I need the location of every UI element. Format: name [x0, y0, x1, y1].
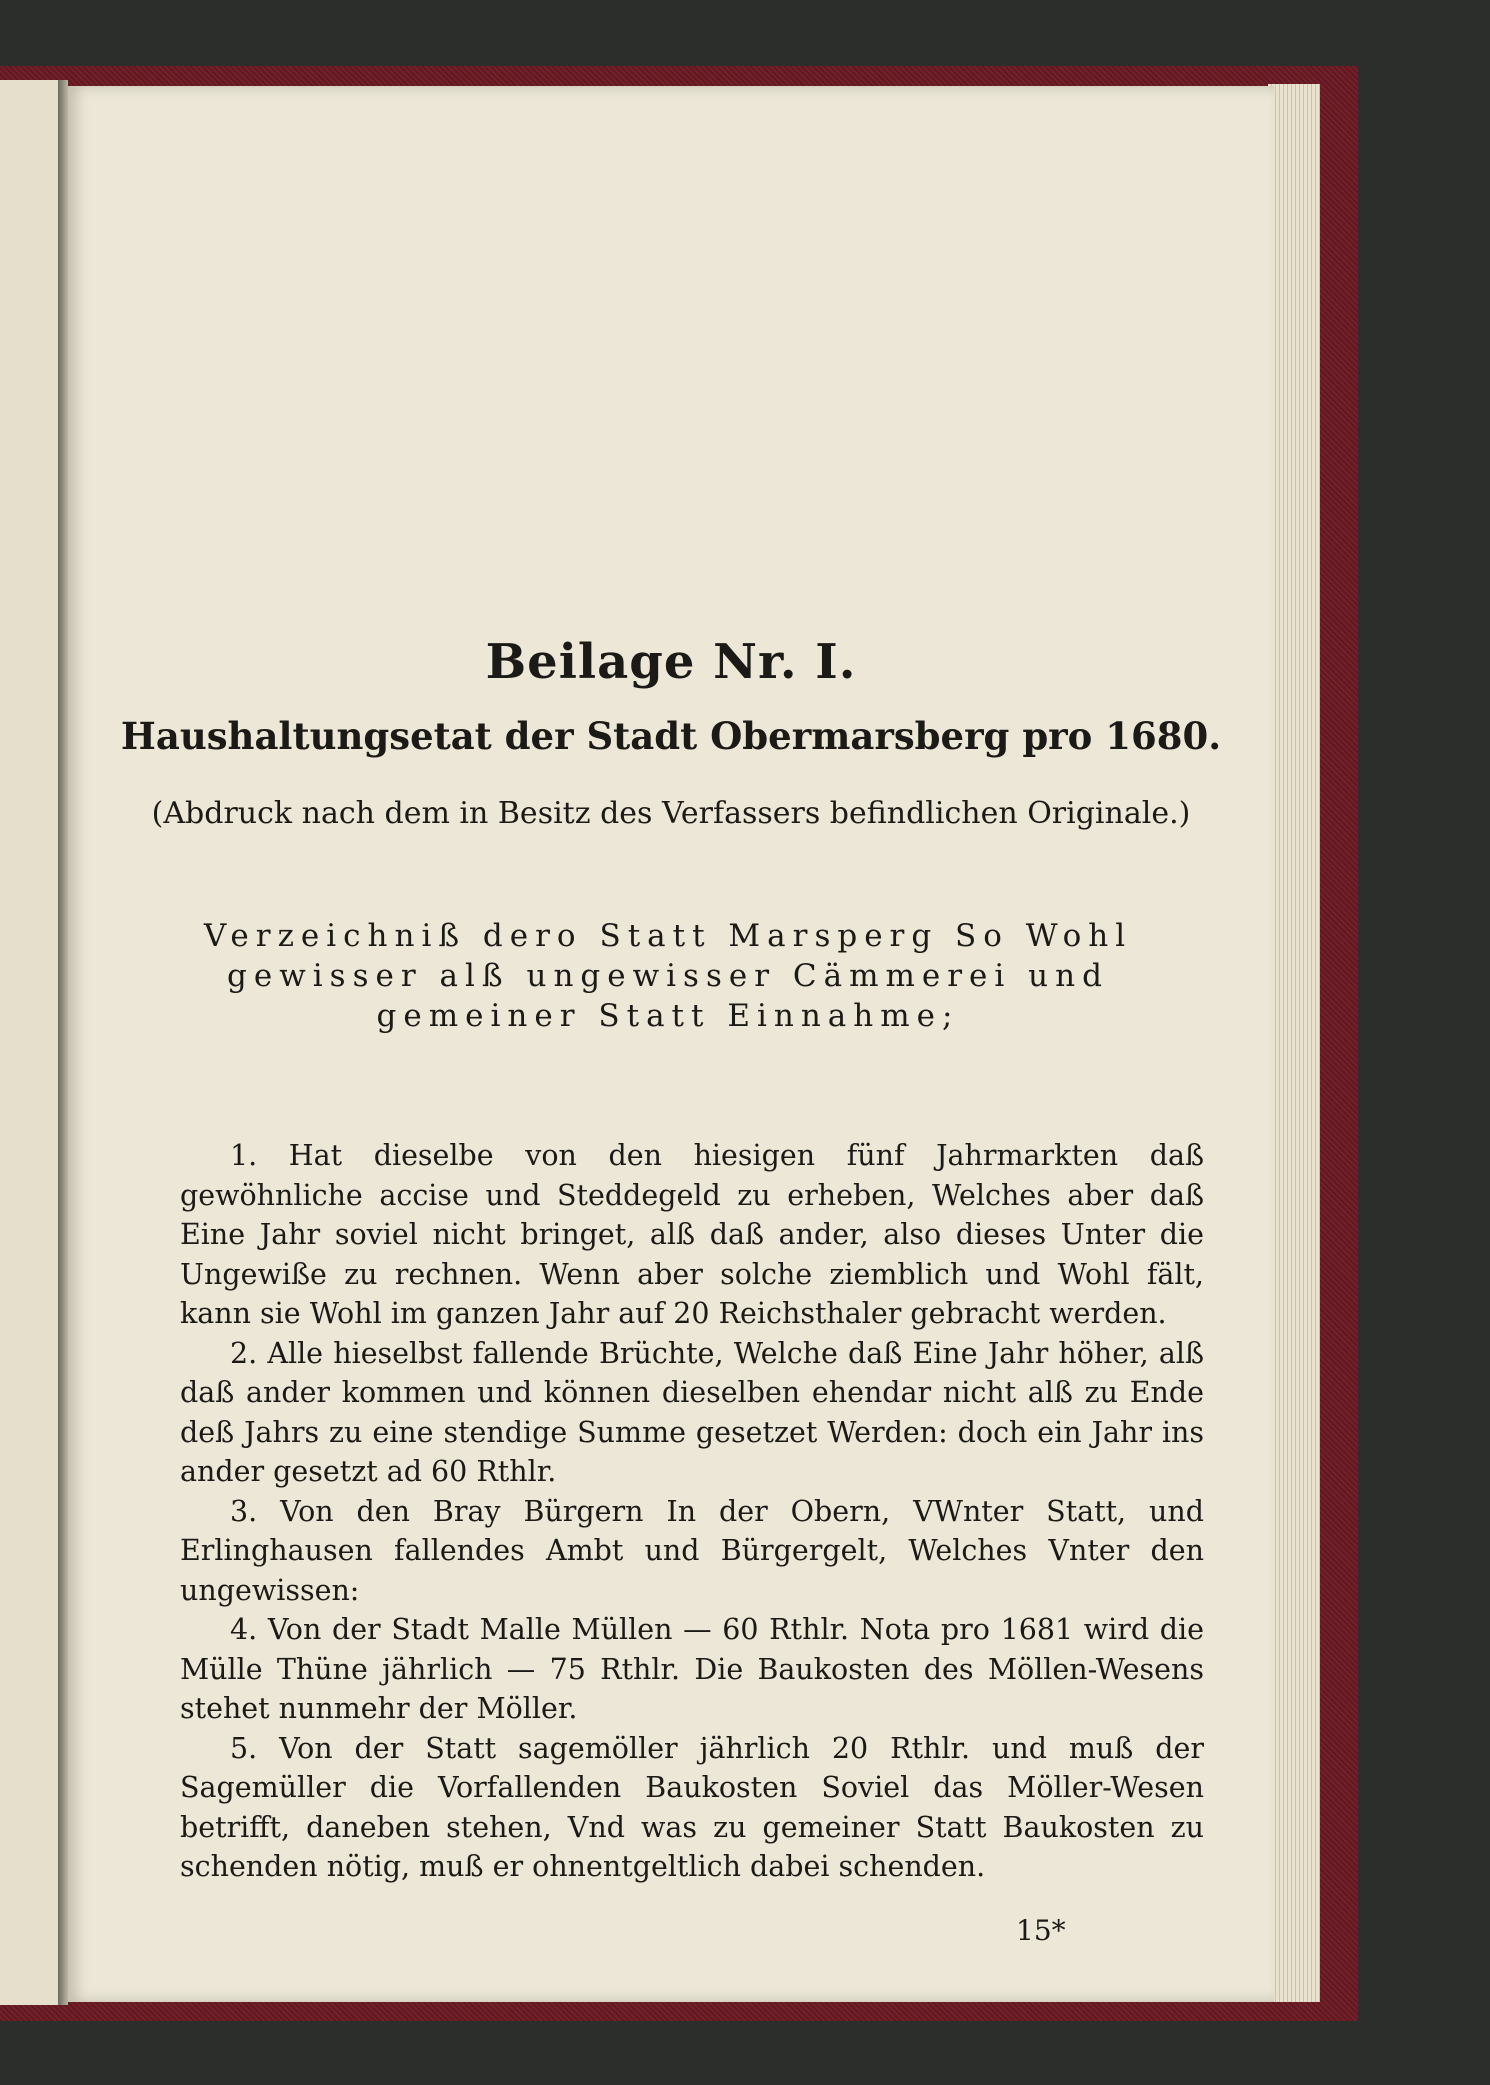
- income-item-5: 5. Von der Statt sagemöller jährlich 20 Rthlr. und muß der Sagemüller die Vorfallenden Baukosten Soviel das Möller-Wesen betrifft, daneben stehen, Vnd was zu gemeiner Statt Baukosten zu schenden nötig, muß er ohnentgeltlich dabei schenden.: [180, 1731, 1204, 1883]
- previous-page-edge: [0, 80, 62, 2005]
- income-item-3: 3. Von den Bray Bürgern In der Obern, VWnter Statt, und Erlinghausen fallendes Ambt und Bürgergelt, Welches Vnter den ungewissen:: [180, 1494, 1204, 1607]
- page-title: Beilage Nr. I.: [485, 634, 857, 690]
- document-subtitle: Haushaltungsetat der Stadt Obermarsberg pro 1680.: [120, 714, 1222, 758]
- page-content: [68, 86, 1274, 2002]
- income-items: [180, 1136, 1204, 1887]
- book-gutter: [58, 80, 68, 2005]
- income-item-2: 2. Alle hieselbst fallende Brüchte, Welche daß Eine Jahr höher, alß daß ander kommen und können dieselben ehendar nicht alß zu Ende deß Jahrs zu eine stendige Summe gesetzet Werden: doch ein Jahr ins ander gesetzt ad 60 Rthlr.: [180, 1336, 1204, 1488]
- register-heading: Verzeichniß dero Statt Marsperg So Wohl gewisser alß ungewisser Cämmerei und gemeiner Statt Einnahme;: [203, 918, 1133, 1034]
- document-page: [68, 86, 1274, 2002]
- income-item-1: 1. Hat dieselbe von den hiesigen fünf Jahrmarkten daß gewöhnliche accise und Steddegeld zu erheben, Welches aber daß Eine Jahr soviel nicht bringet, alß daß ander, also dieses Unter die Ungewiße zu rechnen. Wenn aber solche ziemblich und Wohl fält, kann sie Wohl im ganzen Jahr auf 20 Reichsthaler gebracht werden.: [180, 1139, 1204, 1330]
- page-number: 15*: [1016, 1914, 1066, 1947]
- page-edges: [1268, 84, 1320, 2002]
- income-item-4: 4. Von der Stadt Malle Müllen — 60 Rthlr. Nota pro 1681 wird die Mülle Thüne jährlich — 75 Rthlr. Die Baukosten des Möllen-Wesens stehet nunmehr der Möller.: [180, 1613, 1204, 1725]
- source-note: (Abdruck nach dem in Besitz des Verfassers befindlichen Originale.): [151, 796, 1191, 831]
